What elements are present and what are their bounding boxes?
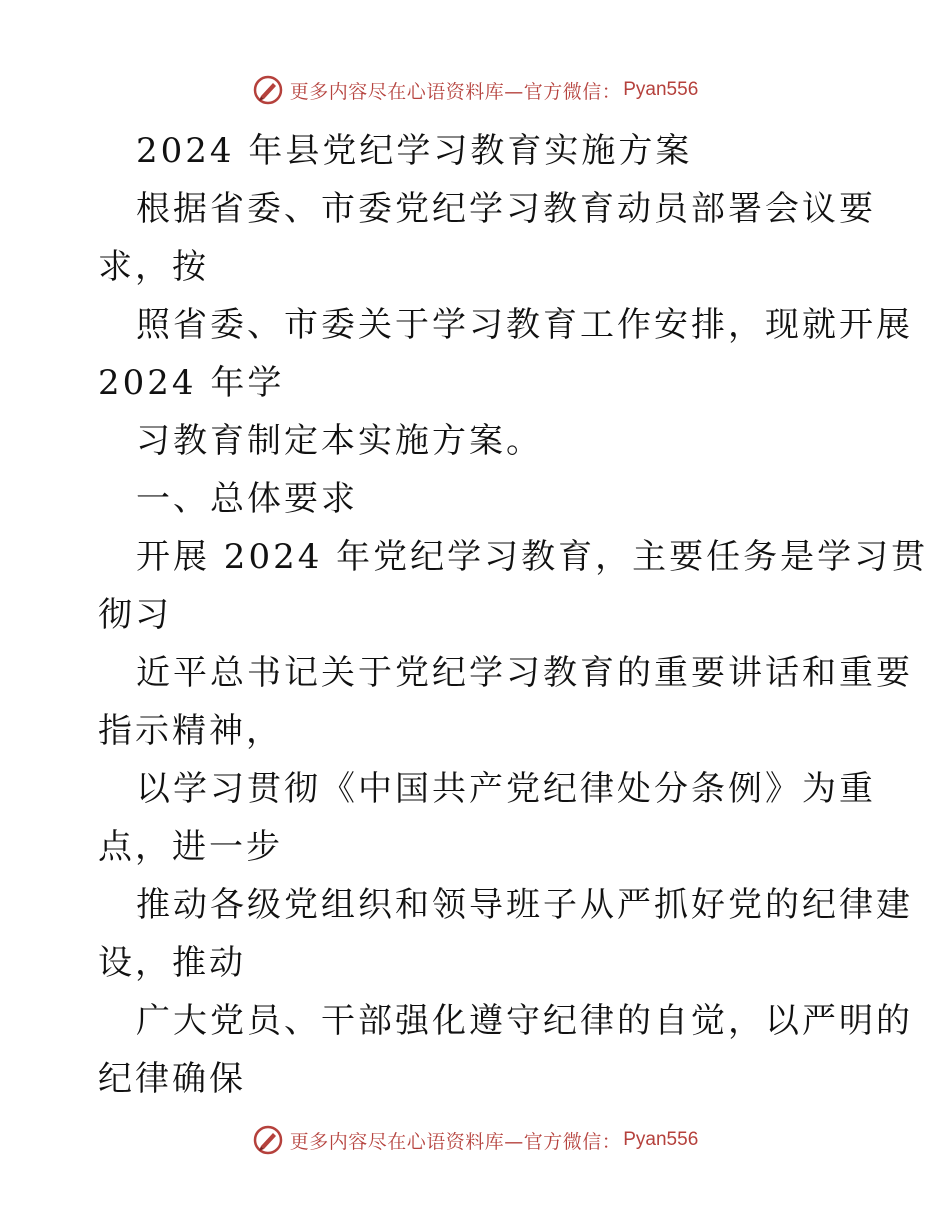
footer-watermark — [0, 1120, 950, 1160]
text-line: 2024 年学 — [98, 363, 285, 403]
text-line: 以学习贯彻《中国共产党纪律处分条例》为重 — [136, 769, 876, 809]
text-line: 设，推动 — [98, 943, 246, 983]
watermark-text: 更多内容尽在心语资料库—官方微信： — [289, 80, 622, 103]
pen-logo-icon — [252, 74, 284, 106]
text-line: 根据省委、市委党纪学习教育动员部署会议要 — [136, 189, 876, 229]
watermark-wechat-id: Pyan556 — [623, 1129, 699, 1150]
text-line: 点，进一步 — [98, 827, 283, 867]
document-title: 2024 年县党纪学习教育实施方案 — [136, 131, 693, 171]
text-line: 指示精神， — [98, 711, 283, 751]
text-line: 近平总书记关于党纪学习教育的重要讲话和重要 — [136, 653, 913, 693]
section-heading: 一、总体要求 — [136, 479, 358, 519]
text-line: 推动各级党组织和领导班子从严抓好党的纪律建 — [136, 885, 913, 925]
pen-logo-icon — [252, 1124, 284, 1156]
text-line: 照省委、市委关于学习教育工作安排，现就开展 — [136, 305, 913, 345]
text-line: 广大党员、干部强化遵守纪律的自觉，以严明的 — [136, 1001, 913, 1041]
text-line: 开展 2024 年党纪学习教育，主要任务是学习贯 — [136, 537, 929, 577]
text-line: 彻习 — [98, 595, 172, 635]
text-line: 习教育制定本实施方案。 — [136, 421, 543, 461]
document-body — [98, 122, 929, 1108]
header-watermark — [0, 70, 950, 110]
text-line: 纪律确保 — [98, 1059, 246, 1099]
watermark-wechat-id: Pyan556 — [623, 79, 699, 100]
text-line: 求，按 — [98, 247, 209, 287]
watermark-text: 更多内容尽在心语资料库—官方微信： — [289, 1130, 622, 1153]
